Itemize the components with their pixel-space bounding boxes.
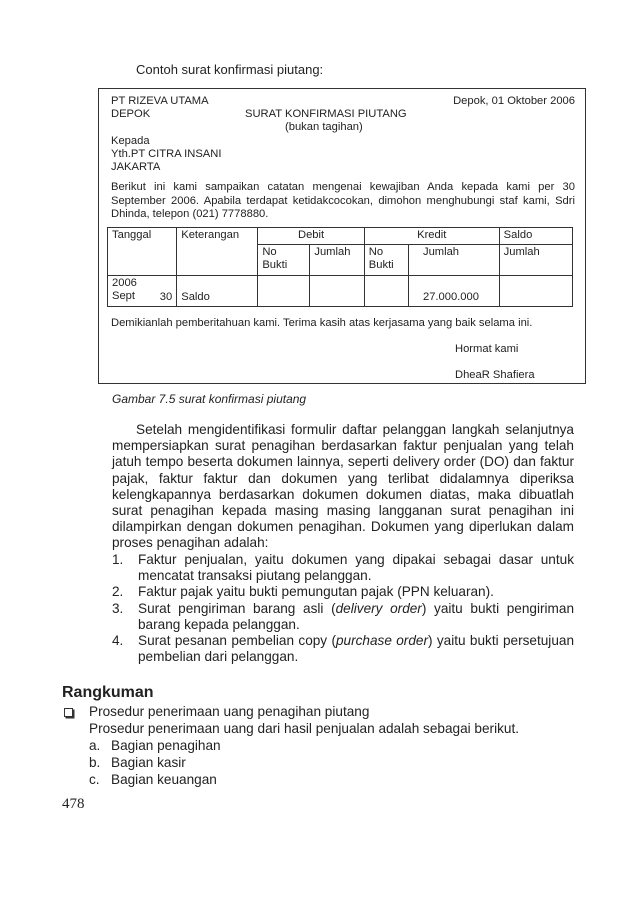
intro-text: Contoh surat konfirmasi piutang: xyxy=(136,62,324,77)
page-number: 478 xyxy=(62,796,85,812)
list-item: b. Bagian kasir xyxy=(89,755,186,770)
main-paragraph: Setelah mengidentifikasi formulir daftar pelanggan langkah selanjutnya mempersiapkan surat penagihan berdasarkan faktur penjualan yang telah jatuh tempo beserta dokumen lainnya, seperti delivery order (DO) dan faktur pajak, faktur faktur dan dokumen yang terlibat didalamnya diperiksa kelengkapannya berdasarkan dokumen dokumen diatas, maka dibuatlah surat penagihan kepada masing masing langganan surat penagihan ini dilampirkan dengan dokumen penagihan. Dokumen yang diperlukan dalam proses penagihan adalah: xyxy=(112,422,574,551)
letter-title: SURAT KONFIRMASI PIUTANG xyxy=(245,108,407,120)
debit-jumlah: Jumlah xyxy=(310,244,364,275)
list-item: a. Bagian penagihan xyxy=(89,738,221,753)
header-tanggal: Tanggal xyxy=(108,228,177,276)
list-item: c. Bagian keuangan xyxy=(89,772,217,787)
letter-to-line2: Yth.PT CITRA INSANI xyxy=(111,148,222,160)
rangkuman-item-desc: Prosedur penerimaan uang dari hasil penjualan adalah sebagai berikut. xyxy=(89,721,520,736)
letter-subtitle: (bukan tagihan) xyxy=(285,121,363,133)
row-debit-no xyxy=(258,275,310,306)
letter-company: PT RIZEVA UTAMA xyxy=(111,95,209,107)
letter-body: Berikut ini kami sampaikan catatan mengenai kewajiban Anda kepada kami per 30 September 2006. Apabila terdapat ketidakcocokan, dimohon menghubungi staf kami, Sdri Dhinda, telepon (021) 7778880. xyxy=(111,181,575,220)
row-date: 2006 Sept 30 xyxy=(108,275,177,306)
header-keterangan: Keterangan xyxy=(177,228,258,276)
list-item: 4. Surat pesanan pembelian copy (purchase order) yaitu bukti persetujuan pembelian dari pelanggan. xyxy=(112,633,574,665)
table-row xyxy=(108,275,573,306)
letter-city: DEPOK xyxy=(111,108,151,120)
letter-to-line3: JAKARTA xyxy=(111,161,161,173)
checkbox-bullet-icon xyxy=(64,708,73,717)
saldo-jumlah: Jumlah xyxy=(499,244,572,275)
header-kredit: Kredit xyxy=(364,228,499,245)
list-item: 2. Faktur pajak yaitu bukti pemungutan pajak (PPN keluaran). xyxy=(112,584,494,600)
document-list xyxy=(112,552,574,665)
receivable-table xyxy=(107,227,573,307)
kredit-no-bukti: No Bukti xyxy=(364,244,408,275)
row-kredit-jumlah: 27.000.000 xyxy=(408,275,499,306)
row-kredit-no xyxy=(364,275,408,306)
letter-to-line1: Kepada xyxy=(111,135,150,147)
list-item: 3. Surat pengiriman barang asli (delivery order) yaitu bukti pengiriman barang kepada pelanggan. xyxy=(112,600,575,632)
rangkuman-sublist xyxy=(89,737,221,788)
confirmation-letter xyxy=(98,88,586,384)
letter-closing: Demikianlah pemberitahuan kami. Terima kasih atas kerjasama yang baik selama ini. xyxy=(111,317,533,329)
table-header-row xyxy=(108,228,573,245)
figure-caption: Gambar 7.5 surat konfirmasi piutang xyxy=(112,392,307,406)
list-item: 1. Faktur penjualan, yaitu dokumen yang dipakai sebagai dasar untuk mencatat transaksi piutang pelanggan. xyxy=(112,552,574,584)
letter-signer: DheaR Shafiera xyxy=(455,369,535,381)
rangkuman-heading: Rangkuman xyxy=(62,684,154,701)
row-debit-jumlah xyxy=(310,275,364,306)
rangkuman-item-title: Prosedur penerimaan uang penagihan piutang xyxy=(89,704,370,719)
debit-no-bukti: No Bukti xyxy=(258,244,310,275)
header-saldo: Saldo xyxy=(499,228,572,245)
header-debit: Debit xyxy=(258,228,364,245)
letter-regards: Hormat kami xyxy=(455,343,519,355)
letter-date: Depok, 01 Oktober 2006 xyxy=(453,95,575,107)
kredit-jumlah: Jumlah xyxy=(408,244,499,275)
row-saldo xyxy=(499,275,572,306)
row-desc: Saldo xyxy=(177,275,258,306)
